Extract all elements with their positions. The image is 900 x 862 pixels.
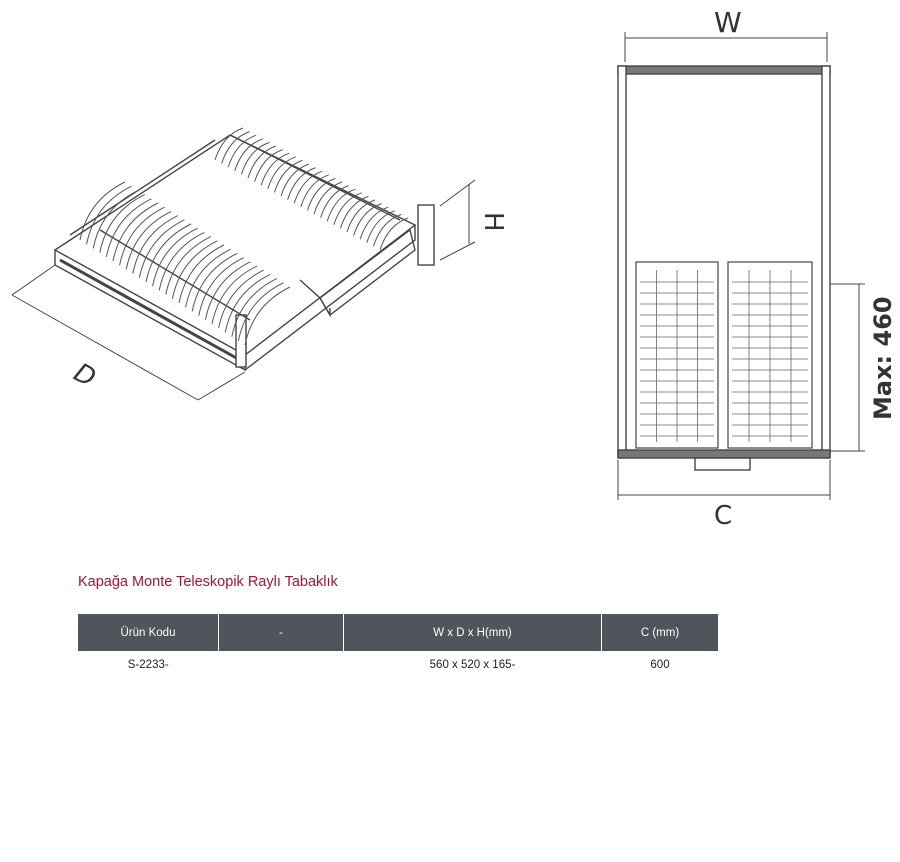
table-row xyxy=(78,651,719,678)
wire-arc xyxy=(212,266,257,324)
cell-dimensions: 560 x 520 x 165- xyxy=(429,658,516,671)
wire-arc xyxy=(274,160,302,192)
header-clearance: C (mm) xyxy=(602,614,719,651)
wire-arc xyxy=(126,211,171,269)
wire-arc xyxy=(225,274,270,332)
cell-clearance: 600 xyxy=(650,658,670,671)
height-dimension xyxy=(440,180,475,260)
plan-view-drawing xyxy=(600,0,900,540)
wire-arc xyxy=(228,135,256,167)
wire-arc xyxy=(281,164,309,196)
wire-arc xyxy=(146,224,191,282)
dimension-label-max: Max: 460 xyxy=(869,296,897,420)
wire-arc xyxy=(159,232,204,290)
wire-arc xyxy=(245,287,290,345)
dimension-label-c: C xyxy=(714,501,733,531)
wire-arc xyxy=(139,220,184,278)
wire-arc xyxy=(153,228,198,286)
cell-dash xyxy=(219,651,344,678)
isometric-rack-drawing xyxy=(0,120,520,420)
wire-arc xyxy=(192,253,237,311)
wire-arc xyxy=(179,245,224,303)
dimension-label-d: D xyxy=(68,357,101,394)
rear-bracket xyxy=(418,205,434,265)
wire-arc xyxy=(166,237,211,295)
rack-wires xyxy=(80,128,408,345)
wire-arc xyxy=(301,175,329,207)
wire-arc xyxy=(288,168,316,200)
wire-arc xyxy=(186,249,231,307)
wire-arc xyxy=(222,132,250,164)
header-product-code: Ürün Kodu xyxy=(78,614,219,651)
spec-table xyxy=(78,614,719,678)
dimension-label-h: H xyxy=(478,212,508,232)
header-dash: - xyxy=(219,614,344,651)
spec-table-header xyxy=(78,614,719,651)
dimension-label-w: W xyxy=(714,6,742,39)
wire-arc xyxy=(340,196,368,228)
wire-arc xyxy=(133,216,178,274)
basket-grid xyxy=(640,270,808,442)
wire-arc xyxy=(172,241,217,299)
product-title: Kapağa Monte Teleskopik Raylı Tabaklık xyxy=(78,574,338,590)
wire-arc xyxy=(120,207,165,265)
wire-arc xyxy=(113,203,158,261)
wire-arc xyxy=(215,128,243,160)
cell-product-code: S-2233- xyxy=(127,658,169,671)
wire-arc xyxy=(199,258,244,316)
wire-arc xyxy=(307,178,335,210)
depth-dimension xyxy=(12,265,245,400)
cabinet-outline xyxy=(618,66,830,470)
header-dimensions: W x D x H(mm) xyxy=(344,614,602,651)
basket-plan xyxy=(636,262,812,448)
max-depth-dimension xyxy=(830,284,865,451)
wire-arc xyxy=(294,171,322,203)
wire-arc xyxy=(205,262,250,320)
